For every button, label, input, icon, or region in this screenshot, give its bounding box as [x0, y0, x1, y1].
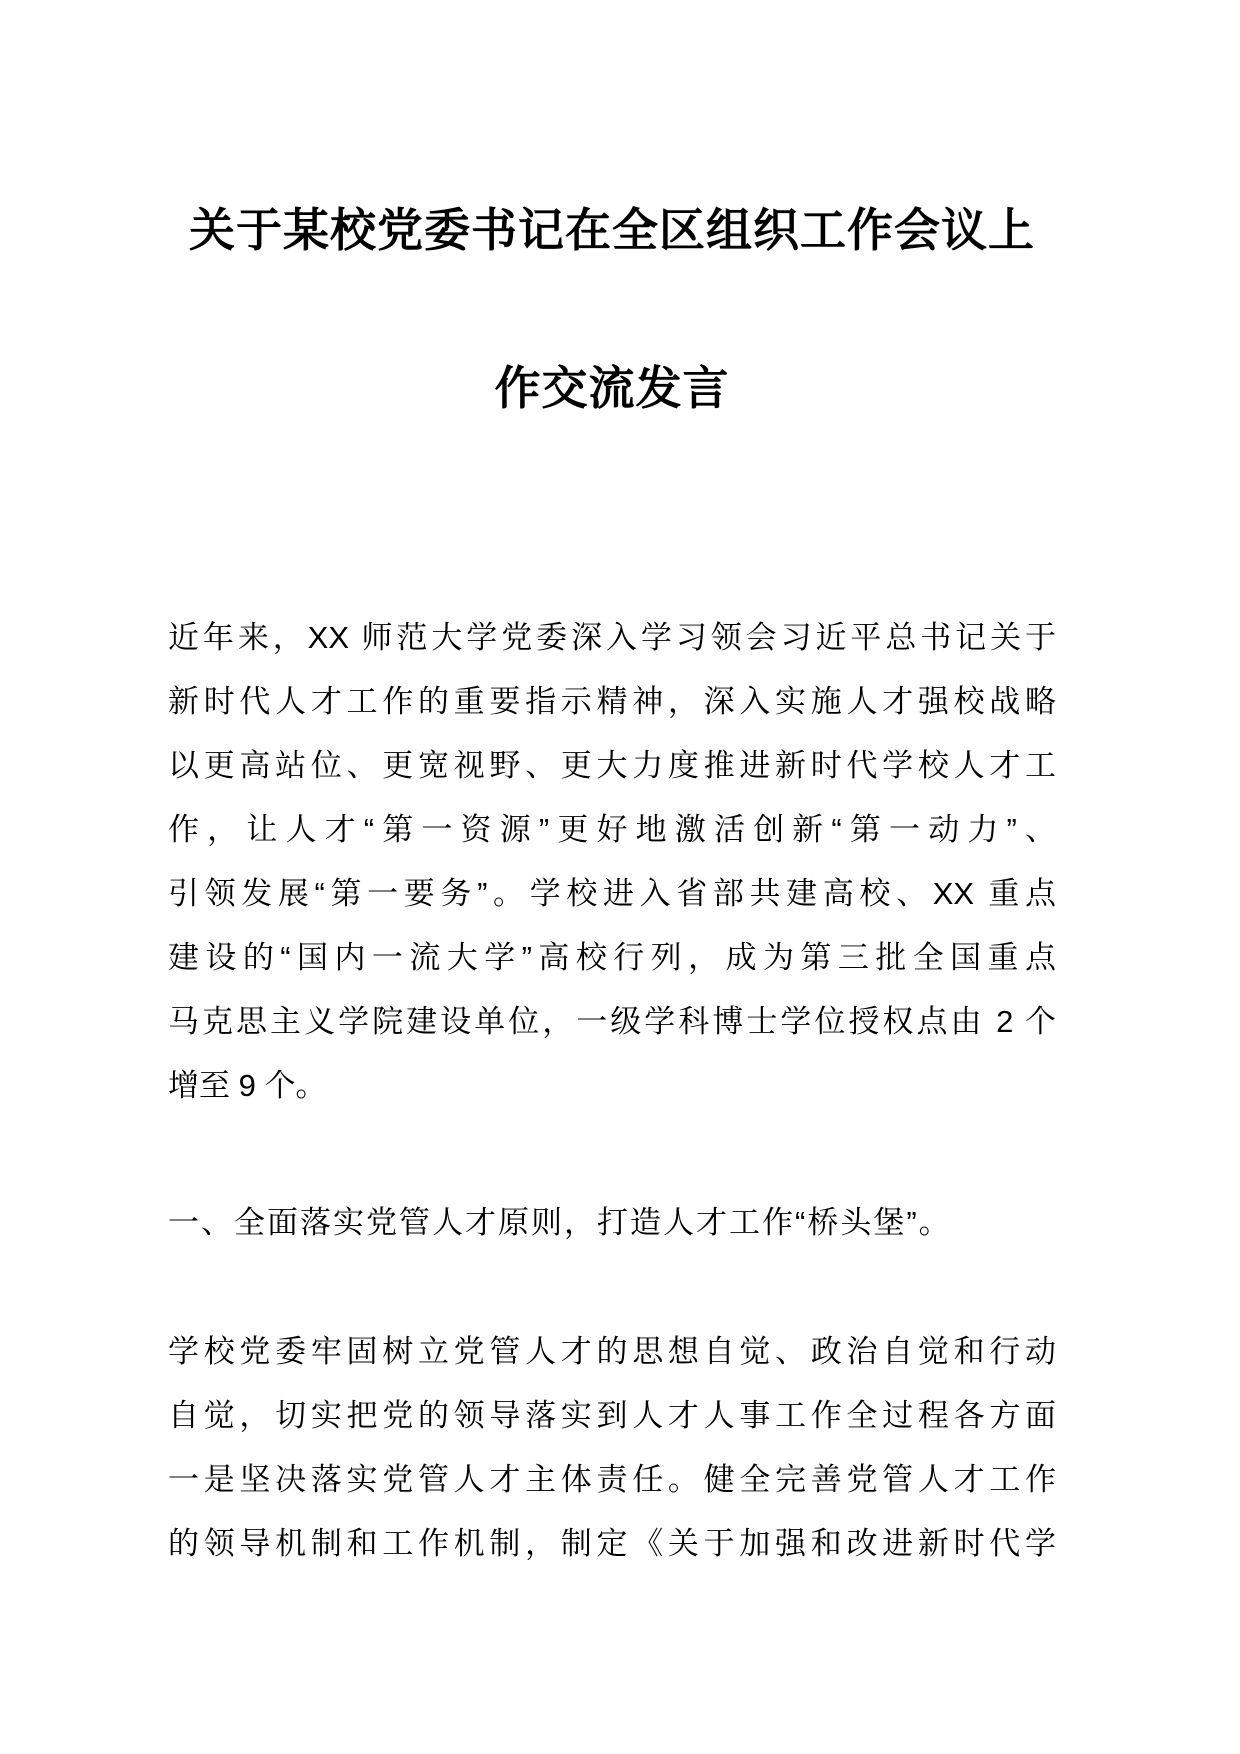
text-line: 增至 9 个。 — [168, 1068, 327, 1103]
document-title — [168, 151, 1056, 467]
section-body-paragraph — [168, 1320, 1056, 1576]
text-line: 马克思主义学院建设单位，一级学科博士学位授权点由 2 个 — [168, 1004, 1056, 1039]
text-line: 一是坚决落实党管人才主体责任。健全完善党管人才工作 — [168, 1462, 1056, 1497]
intro-paragraph — [168, 606, 1056, 1118]
text-line: 近年来，XX 师范大学党委深入学习领会习近平总书记关于 — [168, 620, 1056, 655]
section-heading: 一、全面落实党管人才原则，打造人才工作“桥头堡”。 — [168, 1205, 952, 1240]
text-line: 引领发展“第一要务”。学校进入省部共建高校、XX 重点 — [168, 876, 1056, 911]
text-line: 学校党委牢固树立党管人才的思想自觉、政治自觉和行动 — [168, 1334, 1056, 1369]
text-line: 作，让人才“第一资源”更好地激活创新“第一动力”、 — [168, 812, 1056, 847]
title-line-2: 作交流发言 — [494, 362, 730, 414]
text-line: 的领导机制和工作机制，制定《关于加强和改进新时代学 — [168, 1526, 1056, 1561]
text-line: 建设的“国内一流大学”高校行列，成为第三批全国重点 — [168, 940, 1056, 975]
text-line: 以更高站位、更宽视野、更大力度推进新时代学校人才工 — [168, 748, 1056, 783]
text-line: 自觉，切实把党的领导落实到人才人事工作全过程各方面 — [168, 1398, 1056, 1433]
title-line-1: 关于某校党委书记在全区组织工作会议上 — [189, 204, 1035, 256]
text-line: 新时代人才工作的重要指示精神，深入实施人才强校战略 — [168, 684, 1056, 719]
